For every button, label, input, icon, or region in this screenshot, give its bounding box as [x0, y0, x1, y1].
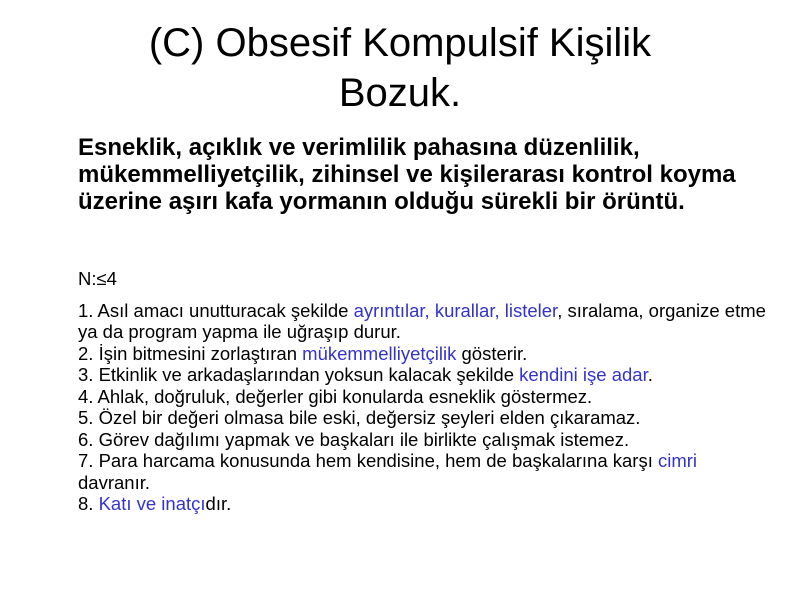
criterion-2: 2. İşin bitmesini zorlaştıran mükemmelliyetçilik gösterir. [78, 342, 528, 364]
criterion-keyword: mükemmelliyetçilik [302, 342, 457, 364]
criterion-keyword: kendini işe adar [519, 364, 648, 385]
criteria-note: N:≤4 [78, 268, 117, 289]
criterion-keyword: cimri [658, 450, 698, 471]
title-line-1: (C) Obsesif Kompulsif Kişilik [148, 21, 652, 65]
criterion-5: 5. Özel bir değeri olmasa bile eski, değersiz şeyleri elden çıkaramaz. [78, 407, 641, 428]
definition-text: Esneklik, açıklık ve verimlilik pahasına düzenlilik, mükemmelliyetçilik, zihinsel ve kişilerarası kontrol koyma üzerine aşırı kafa yormanın olduğu sürekli bir örüntü. [78, 134, 736, 215]
criterion-1: 1. Asıl amacı unutturacak şekilde ayrıntılar, kurallar, listeler, sıralama, organize etme ya da program yapma ile uğraşıp durur. [78, 299, 766, 342]
criterion-7: 7. Para harcama konusunda hem kendisine, hem de başkalarına karşı cimri davranır. [78, 450, 698, 493]
criterion-keyword: ayrıntılar, kurallar, listeler [353, 299, 558, 321]
criterion-3: 3. Etkinlik ve arkadaşlarından yoksun kalacak şekilde kendini işe adar. [78, 364, 653, 385]
criterion-keyword: Katı ve inatçı [98, 493, 206, 514]
criteria-list [78, 268, 768, 515]
criterion-8: 8. Katı ve inatçıdır. [78, 493, 232, 514]
title-line-2: Bozuk. [338, 71, 462, 115]
slide-title [0, 18, 800, 118]
criterion-6: 6. Görev dağılımı yapmak ve başkaları ile birlikte çalışmak istemez. [78, 428, 630, 450]
criterion-4: 4. Ahlak, doğruluk, değerler gibi konularda esneklik göstermez. [78, 385, 593, 407]
